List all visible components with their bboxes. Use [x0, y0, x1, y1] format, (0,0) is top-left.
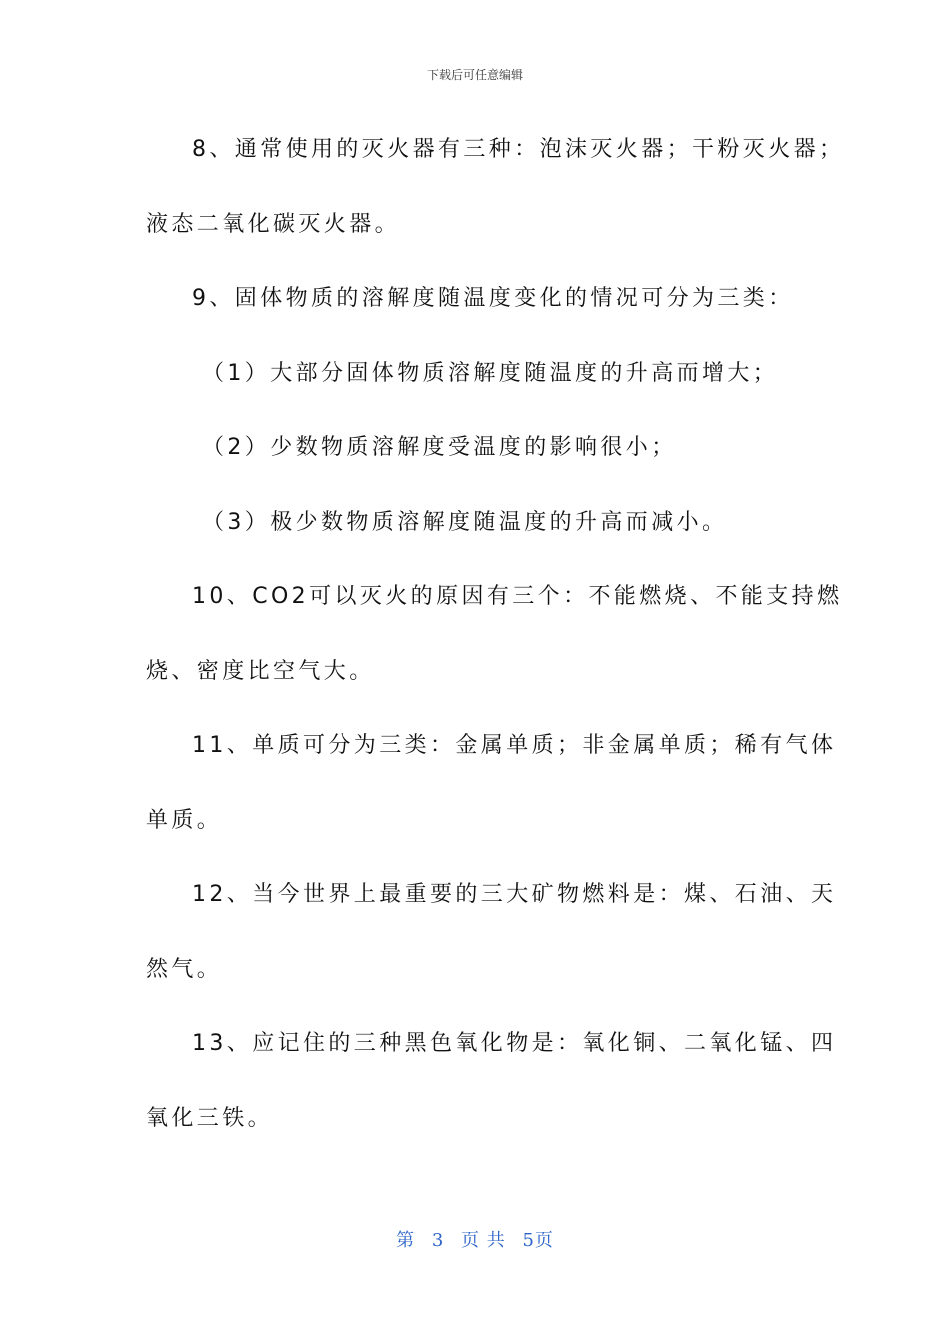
paragraph-line: 液态二氧化碳灭火器。 — [146, 211, 401, 237]
current-page-number: 3 — [431, 1230, 445, 1251]
page-footer — [0, 1226, 950, 1252]
document-body — [146, 113, 845, 1156]
paragraph-line: 11、单质可分为三类：金属单质；非金属单质；稀有气体 — [192, 733, 837, 758]
paragraph-line: 8、通常使用的灭火器有三种：泡沫灭火器；干粉灭火器； — [192, 137, 845, 162]
paragraph-line: 氧化三铁。 — [146, 1105, 274, 1131]
list-item: （3）极少数物质溶解度随温度的升高而减小。 — [202, 509, 728, 535]
list-item: （2）少数物质溶解度受温度的影响很小； — [202, 435, 677, 460]
page-header: 下载后可任意编辑 — [426, 68, 523, 82]
paragraph-line: 10、CO2可以灭火的原因有三个：不能燃烧、不能支持燃 — [192, 584, 843, 609]
total-pages: 5页 — [522, 1230, 554, 1251]
paragraph-line: 9、固体物质的溶解度随温度变化的情况可分为三类： — [192, 286, 794, 311]
paragraph-line: 单质。 — [146, 807, 223, 833]
footer-prefix: 第 — [396, 1230, 416, 1251]
paragraph-line: 12、当今世界上最重要的三大矿物燃料是：煤、石油、天 — [192, 882, 837, 907]
paragraph-line: 烧、密度比空气大。 — [146, 658, 375, 684]
paragraph-line: 13、应记住的三种黑色氧化物是：氧化铜、二氧化锰、四 — [192, 1031, 837, 1056]
paragraph-line: 然气。 — [146, 956, 223, 982]
footer-middle: 页 共 — [461, 1230, 506, 1251]
list-item: （1）大部分固体物质溶解度随温度的升高而增大； — [202, 360, 779, 386]
